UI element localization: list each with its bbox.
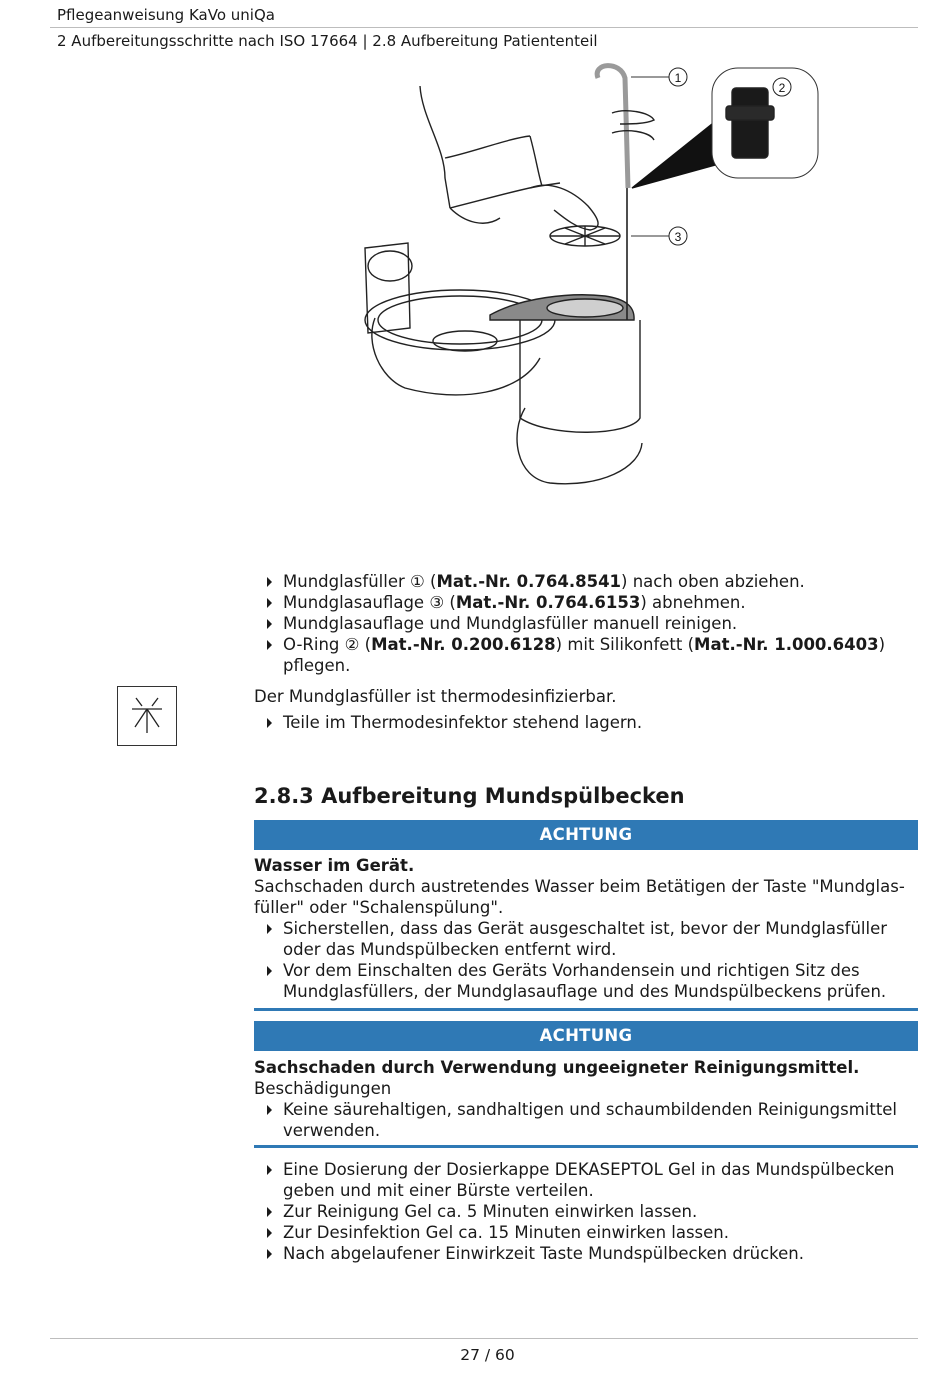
thermodisinfector-icon (118, 687, 176, 745)
spittoon-illustration (350, 58, 830, 528)
glass-filler-unit (490, 295, 642, 484)
glass-rest-grid (550, 226, 620, 246)
thermo-block (254, 686, 918, 733)
notice-text: füller" oder "Schalenspülung". (254, 898, 504, 917)
notice-cleaning-agents (254, 1057, 918, 1141)
section-heading: 2.8.3 Aufbereitung Mundspülbecken (254, 784, 685, 808)
breadcrumb: 2 Aufbereitungsschritte nach ISO 17664 | 2.8 Aufbereitung Patiententeil (57, 32, 598, 50)
callout-2-label: 2 (778, 81, 786, 95)
document-title: Pflegeanweisung KaVo uniQa (57, 6, 275, 24)
list-item: Eine Dosierung der Dosierkappe DEKASEPTOL Gel in das Mundspülbecken geben und mit einer Bürste verteilen. (254, 1159, 918, 1201)
notice-end-rule (254, 1008, 918, 1011)
callout-3 (669, 227, 687, 245)
page-number: 27 / 60 (460, 1346, 515, 1364)
header-divider (50, 27, 918, 28)
list-item: O-Ring ② (Mat.-Nr. 0.200.6128) mit Silikonfett (Mat.-Nr. 1.000.6403) pflegen. (254, 634, 918, 676)
list-item: Mundglasauflage und Mundglasfüller manuell reinigen. (254, 613, 918, 634)
notice-heading: Sachschaden durch Verwendung ungeeigneter Reinigungsmittel. (254, 1058, 860, 1077)
list-item: Mundglasfüller ① (Mat.-Nr. 0.764.8541) nach oben abziehen. (254, 571, 918, 592)
notice-end-rule (254, 1145, 918, 1148)
thermodisinfector-symbol (117, 686, 177, 746)
list-item: Zur Reinigung Gel ca. 5 Minuten einwirken lassen. (254, 1201, 918, 1222)
notice-water (254, 855, 918, 1002)
list-item: Mundglasauflage ③ (Mat.-Nr. 0.764.6153) abnehmen. (254, 592, 918, 613)
list-item: Sicherstellen, dass das Gerät ausgeschaltet ist, bevor der Mundglasfüller oder das Mundspülbecken entfernt wird. (254, 918, 918, 960)
step-list-spittoon (254, 1159, 918, 1264)
notice-bar: ACHTUNG (254, 820, 918, 850)
list-item: Teile im Thermodesinfektor stehend lagern. (254, 712, 918, 733)
o-ring-zoom-inset (712, 68, 818, 178)
footer-divider (50, 1338, 918, 1339)
callout-1 (669, 68, 687, 86)
list-item: Vor dem Einschalten des Geräts Vorhandensein und richtigen Sitz des Mundglasfüllers, der Mundglasauflage und des Mundspülbeckens prüfen. (254, 960, 918, 1002)
notice-heading: Wasser im Gerät. (254, 856, 415, 875)
notice-text: Beschädigungen (254, 1079, 392, 1098)
list-item: Keine säurehaltigen, sandhaltigen und schaumbildenden Reinigungsmittel verwenden. (254, 1099, 918, 1141)
notice-text: Sachschaden durch austretendes Wasser beim Betätigen der Taste "Mundglas- (254, 877, 905, 896)
list-item: Nach abgelaufener Einwirkzeit Taste Mundspülbecken drücken. (254, 1243, 918, 1264)
thermo-text: Der Mundglasfüller ist thermodesinfizierbar. (254, 687, 617, 706)
callout-1-label: 1 (674, 71, 682, 85)
callout-3-label: 3 (674, 230, 682, 244)
step-list-glass-filler (254, 571, 918, 676)
notice-bar: ACHTUNG (254, 1021, 918, 1051)
list-item: Zur Desinfektion Gel ca. 15 Minuten einwirken lassen. (254, 1222, 918, 1243)
